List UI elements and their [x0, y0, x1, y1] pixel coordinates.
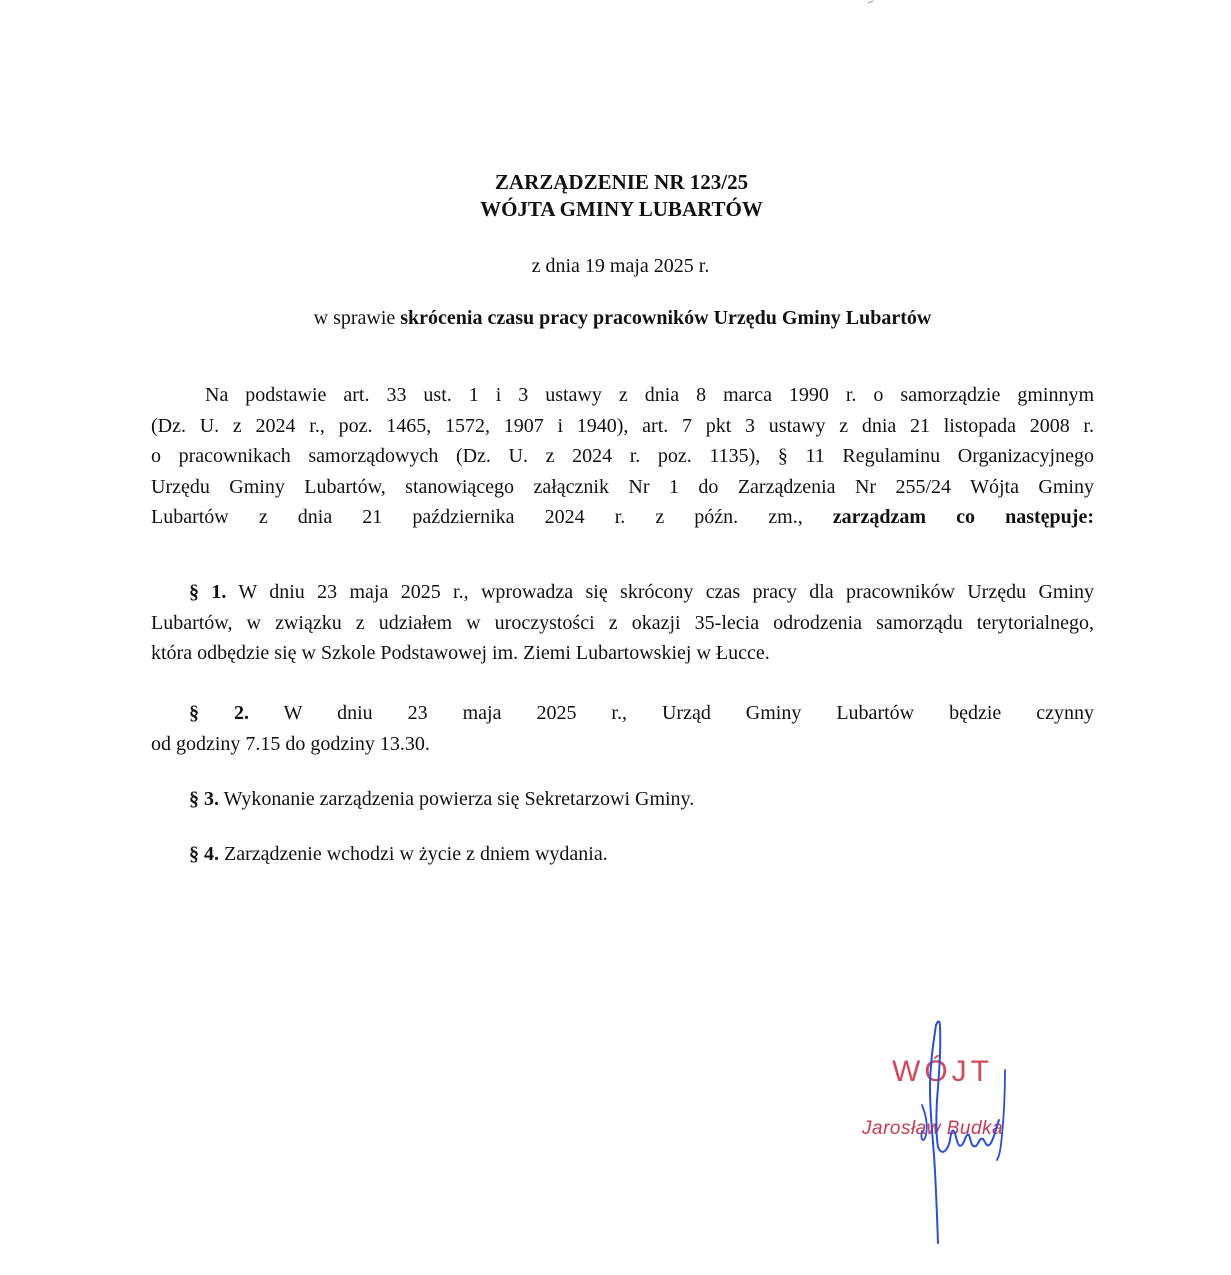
section-line — [151, 839, 1094, 870]
section-text: Zarządzenie wchodzi w życie z dniem wydania. — [219, 843, 608, 865]
legal-basis-line — [151, 502, 1094, 533]
document-subject — [0, 305, 1231, 331]
legal-basis-paragraph — [151, 380, 1094, 533]
stamp-name: Jarosław Budka — [862, 1118, 1004, 1139]
signature-stroke — [997, 1070, 1005, 1160]
section-2 — [151, 698, 1094, 759]
document-title: ZARZĄDZENIE NR 123/25 — [494, 170, 749, 194]
section-text: W dniu 23 maja 2025 r., Urząd Gminy Lubartów będzie czynny — [248, 702, 1094, 724]
section-marker: § 2. — [189, 702, 249, 724]
section-1 — [151, 577, 1094, 669]
subject-prefix: w sprawie — [313, 307, 401, 329]
section-line — [151, 784, 1094, 815]
section-text: W dniu 23 maja 2025 r., wprowadza się skrócony czas pracy dla pracowników Urzędu Gminy — [226, 581, 1095, 603]
section-line — [151, 577, 1094, 608]
legal-basis-line: o pracownikach samorządowych (Dz. U. z 2024 r. poz. 1135), § 11 Regulaminu Organizacyjnego — [151, 445, 1094, 467]
legal-basis-line: Na podstawie art. 33 ust. 1 i 3 ustawy z dnia 8 marca 1990 r. o samorządzie gminnym — [205, 384, 1094, 406]
section-3 — [151, 784, 1094, 815]
signature-stroke — [921, 1105, 926, 1140]
section-marker: § 4. — [189, 843, 219, 865]
document-issuer: WÓJTA GMINY LUBARTÓW — [480, 197, 763, 221]
section-marker: § 3. — [189, 788, 219, 810]
legal-basis-line: (Dz. U. z 2024 r., poz. 1465, 1572, 1907 i 1940), art. 7 pkt 3 ustawy z dnia 21 listopada 2008 r. — [151, 414, 1094, 437]
legal-basis-line: Urzędu Gminy Lubartów, stanowiącego załącznik Nr 1 do Zarządzenia Nr 255/24 Wójta Gminy — [151, 475, 1094, 498]
subject-bold: skrócenia czasu pracy pracowników Urzędu Gminy Lubartów — [400, 307, 932, 329]
section-marker: § 1. — [189, 581, 227, 603]
stamp-title: WÓJT — [892, 1055, 993, 1088]
section-line: Lubartów, w związku z udziałem w uroczystości z okazji 35-lecia odrodzenia samorządu terytorialnego, — [151, 611, 1094, 634]
handwritten-signature — [840, 1015, 1060, 1245]
signature-stroke — [930, 1021, 999, 1243]
section-text: Wykonanie zarządzenia powierza się Sekretarzowi Gminy. — [219, 788, 695, 810]
document-date: z dnia 19 maja 2025 r. — [531, 255, 710, 277]
official-stamp — [840, 1015, 1060, 1245]
decision-formula: zarządzam co następuje: — [832, 506, 1094, 528]
section-line: od godziny 7.15 do godziny 13.30. — [151, 732, 430, 755]
section-line: która odbędzie się w Szkole Podstawowej im. Ziemi Lubartowskiej w Łucce. — [151, 642, 770, 664]
section-line — [151, 698, 1094, 729]
section-4 — [151, 839, 1094, 870]
legal-basis-text: Lubartów z dnia 21 października 2024 r. z późn. zm., — [151, 506, 833, 528]
scan-speck — [868, 0, 874, 4]
